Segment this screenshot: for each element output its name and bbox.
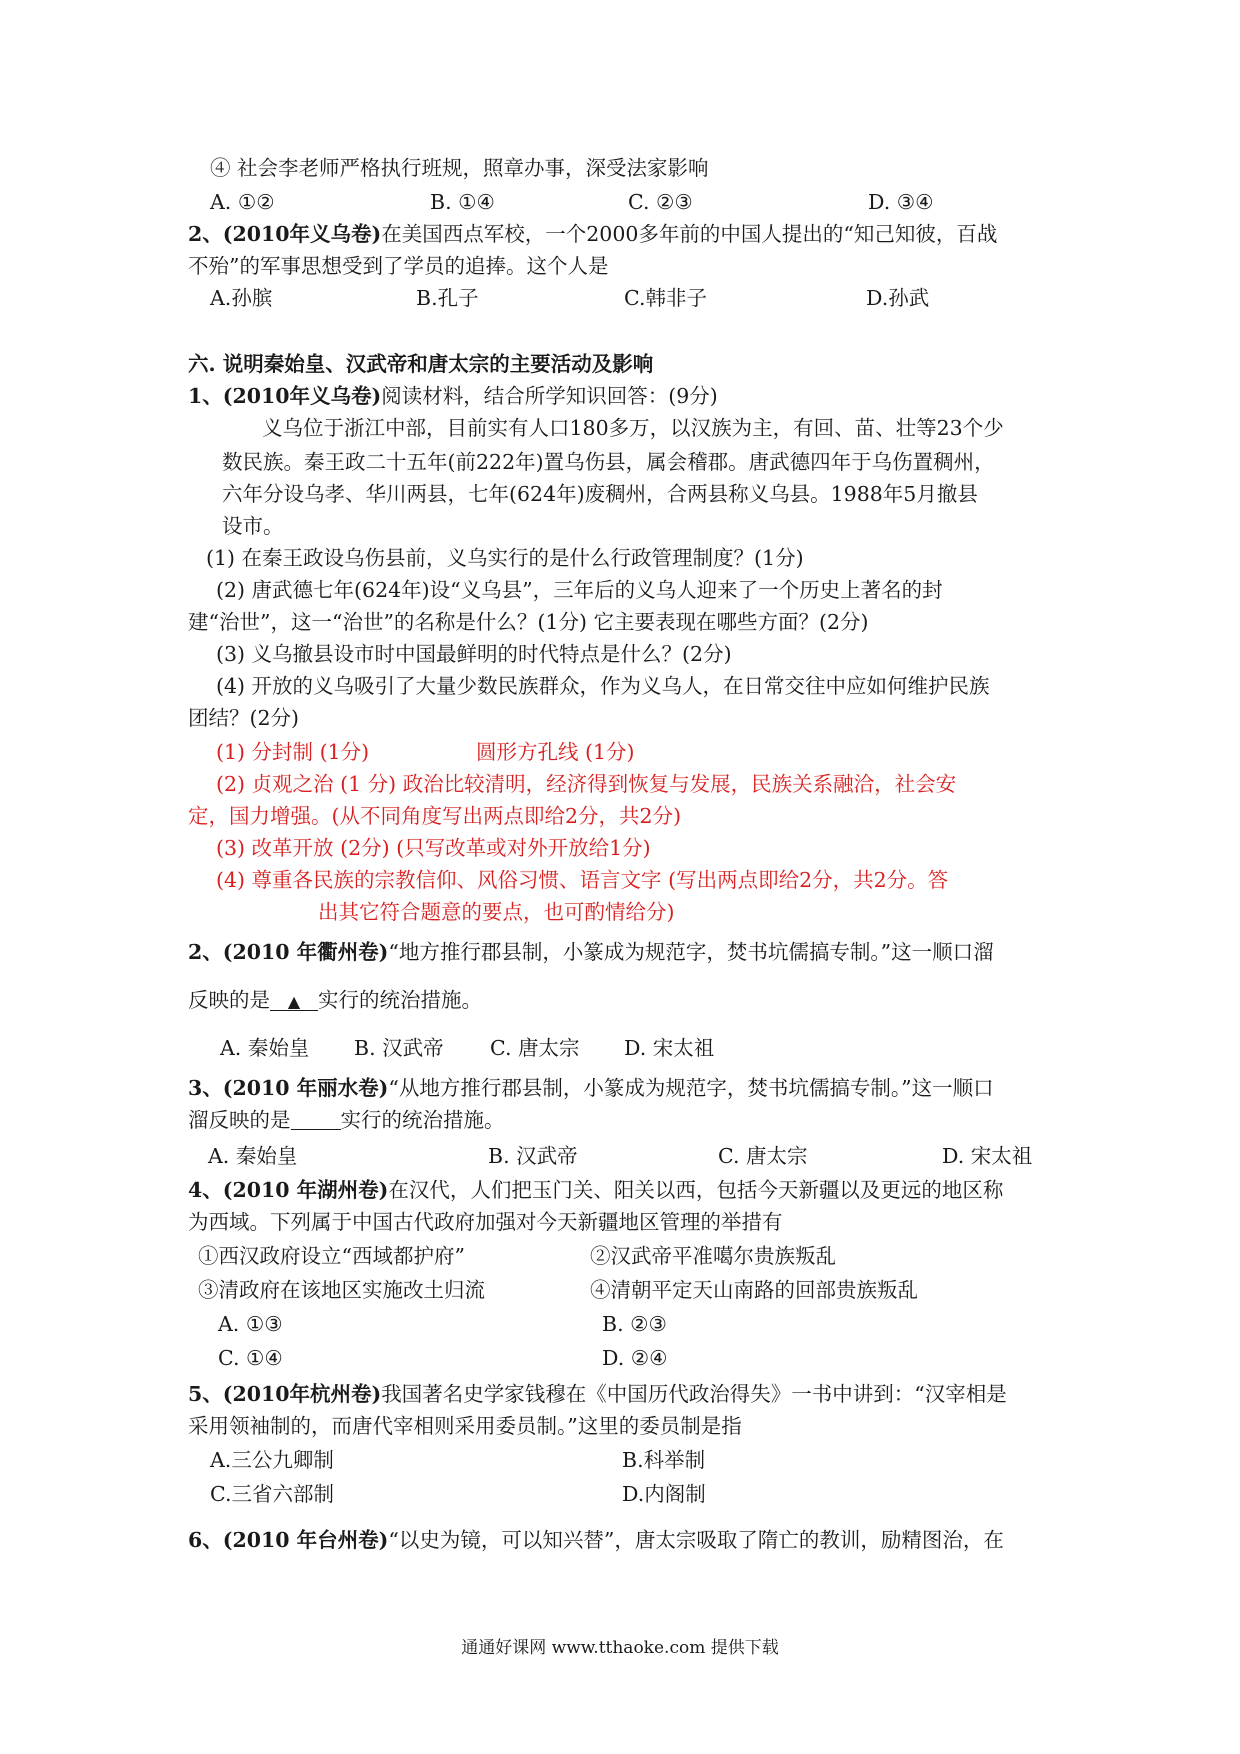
option-b: B. 汉武帝 [488, 1144, 578, 1168]
question-number: 1、 [188, 384, 223, 408]
material-line: 数民族。秦王政二十五年(前222年)置乌伤县，属会稽郡。唐武德四年于乌伤置稠州， [222, 450, 995, 474]
question-6-line1 [188, 1530, 1004, 1551]
question-source: (2010年杭州卷) [222, 1382, 382, 1406]
question-5-line1 [188, 1384, 1007, 1405]
question-2-line2 [188, 990, 482, 1011]
question-source: (2010 年衢州卷) [222, 940, 389, 964]
option-a: A. ①② [210, 190, 275, 214]
question-source: (2010年义乌卷) [222, 384, 382, 408]
option-d: D. ②④ [602, 1346, 668, 1370]
question-text: 实行的统治措施。 [340, 1108, 505, 1132]
question-3-line1 [188, 1078, 994, 1099]
option-d: D. 宋太祖 [942, 1144, 1033, 1168]
question-2-line1 [188, 942, 994, 963]
material-line: 设市。 [222, 514, 284, 538]
option-c: C. ①④ [218, 1346, 283, 1370]
question-5-line2: 采用领袖制的，而唐代宰相则采用委员制。”这里的委员制是指 [188, 1414, 742, 1438]
option-d: D. 宋太祖 [624, 1036, 715, 1060]
option-b: B.科举制 [622, 1448, 706, 1472]
question-text: “地方推行郡县制，小篆成为规范字，焚书坑儒搞专制。”这一顺口溜 [388, 940, 994, 964]
option-b: B. 汉武帝 [354, 1036, 444, 1060]
answer-4-line1: (4) 尊重各民族的宗教信仰、风俗习惯、语言文字 (写出两点即给2分，共2分。答 [216, 868, 949, 892]
question-4-line2: 为西域。下列属于中国古代政府加强对今天新疆地区管理的举措有 [188, 1210, 783, 1234]
option-a: A. 秦始皇 [208, 1144, 298, 1168]
option-c: C.三省六部制 [210, 1482, 334, 1506]
question-4-line1 [188, 1180, 1003, 1201]
option-a: A.孙膑 [210, 286, 273, 310]
answer-1-right: 圆形方孔线 (1分) [476, 740, 635, 764]
question-source: (2010 年湖州卷) [222, 1178, 389, 1202]
option-d: D.内阁制 [622, 1482, 706, 1506]
option-b: B. ②③ [602, 1312, 667, 1336]
question-prev-2-line1 [188, 224, 997, 245]
question-text: “从地方推行郡县制，小篆成为规范字，焚书坑儒搞专制。”这一顺口 [388, 1076, 994, 1100]
question-text: 在美国西点军校，一个2000多年前的中国人提出的“知己知彼，百战 [381, 222, 998, 246]
question-number: 5、 [188, 1382, 223, 1406]
sub-question-1: (1) 在秦王政设乌伤县前，义乌实行的是什么行政管理制度？(1分) [206, 546, 804, 570]
option-b: B. ①④ [430, 190, 495, 214]
sub-question-2-line2: 建“治世”，这一“治世”的名称是什么？(1分) 它主要表现在哪些方面？(2分) [188, 610, 869, 634]
section-title: 六. 说明秦始皇、汉武帝和唐太宗的主要活动及影响 [188, 352, 654, 376]
question-3-line2 [188, 1110, 505, 1131]
material-line: 六年分设乌孝、华川两县，七年(624年)废稠州，合两县称义乌县。1988年5月撤县 [222, 482, 978, 506]
question-text: “以史为镜，可以知兴替”，唐太宗吸取了隋亡的教训，励精图治，在 [388, 1528, 1004, 1552]
sub-question-2-line1: (2) 唐武德七年(624年)设“义乌县”，三年后的义乌人迎来了一个历史上著名的封 [216, 578, 943, 602]
option-c: C. ②③ [628, 190, 693, 214]
question-text: 我国著名史学家钱穆在《中国历代政治得失》一书中讲到：“汉宰相是 [381, 1382, 1007, 1406]
option-d: D. ③④ [868, 190, 934, 214]
question-text: 实行的统治措施。 [318, 988, 482, 1012]
item-4-text: ④ 社会李老师严格执行班规，照章办事，深受法家影响 [210, 156, 709, 180]
statement-item: ②汉武帝平准噶尔贵族叛乱 [590, 1244, 836, 1268]
question-text: 在汉代，人们把玉门关、阳关以西，包括今天新疆以及更远的地区称 [388, 1178, 1004, 1202]
option-c: C. 唐太宗 [718, 1144, 808, 1168]
material-line: 义乌位于浙江中部，目前实有人口180多万，以汉族为主，有回、苗、壮等23个少 [262, 416, 1004, 440]
answer-2-line1: (2) 贞观之治 (1 分) 政治比较清明，经济得到恢复与发展，民族关系融洽，社会安 [216, 772, 957, 796]
page-footer: 通通好课网 www.tthaoke.com 提供下载 [461, 1638, 779, 1658]
question-source: (2010 年丽水卷) [222, 1076, 389, 1100]
question-source: (2010年义乌卷) [222, 222, 382, 246]
option-a: A.三公九卿制 [210, 1448, 334, 1472]
answer-1-left: (1) 分封制 (1分) [216, 740, 370, 764]
question-number: 6、 [188, 1528, 223, 1552]
question-prev-2-line2: 不殆”的军事思想受到了学员的追捧。这个人是 [188, 254, 609, 278]
statement-item: ③清政府在该地区实施改土归流 [198, 1278, 485, 1302]
answer-4-line2: 出其它符合题意的要点，也可酌情给分) [318, 900, 675, 924]
option-a: A. 秦始皇 [220, 1036, 310, 1060]
statement-item: ④清朝平定天山南路的回部贵族叛乱 [590, 1278, 918, 1302]
option-b: B.孔子 [416, 286, 479, 310]
option-c: C. 唐太宗 [490, 1036, 580, 1060]
question-text: 溜反映的是 [188, 1108, 291, 1132]
answer-blank: ▲ [270, 994, 318, 1011]
question-number: 3、 [188, 1076, 223, 1100]
question-text: 反映的是 [188, 988, 270, 1012]
option-c: C.韩非子 [624, 286, 707, 310]
question-number: 4、 [188, 1178, 223, 1202]
statement-item: ①西汉政府设立“西域都护府” [198, 1244, 465, 1268]
answer-2-line2: 定，国力增强。(从不同角度写出两点即给2分，共2分) [188, 804, 682, 828]
question-number: 2、 [188, 222, 223, 246]
question-intro: 阅读材料，结合所学知识回答：(9分) [381, 384, 718, 408]
answer-blank [291, 1111, 341, 1130]
sub-question-4-line2: 团结？(2分) [188, 706, 300, 730]
sub-question-4-line1: (4) 开放的义乌吸引了大量少数民族群众，作为义乌人，在日常交往中应如何维护民族 [216, 674, 990, 698]
option-a: A. ①③ [218, 1312, 283, 1336]
question-number: 2、 [188, 940, 223, 964]
option-d: D.孙武 [866, 286, 930, 310]
answer-3: (3) 改革开放 (2分) (只写改革或对外开放给1分) [216, 836, 651, 860]
question-1-header [188, 386, 718, 407]
question-source: (2010 年台州卷) [222, 1528, 389, 1552]
sub-question-3: (3) 义乌撤县设市时中国最鲜明的时代特点是什么？(2分) [216, 642, 732, 666]
